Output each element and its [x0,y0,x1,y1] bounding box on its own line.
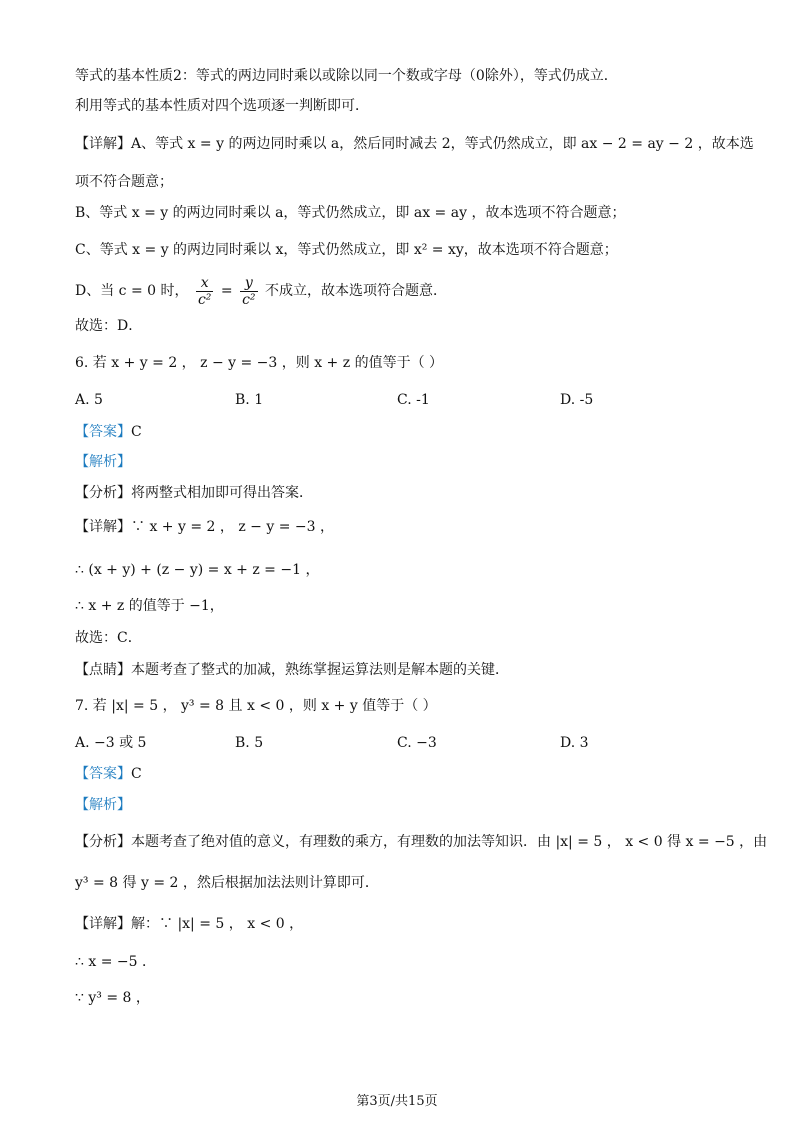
text-segment: 解：∵ |x| = 5 ， x < 0 ， [131,916,304,932]
fraction-denominator: c² [197,291,212,308]
fraction [196,275,213,308]
analysis-tag: 【解析】 [75,797,131,813]
text-line: ∵ y³ = 8 ， [75,990,150,1006]
text-line: 项不符合题意； [75,174,173,190]
text-line: 利用等式的基本性质对四个选项逐一判断即可． [75,98,369,114]
text-line: 【详解】A、等式 x = y 的两边同时乘以 a，然后同时减去 2，等式仍然成立，即 ax − 2 = ay − 2 ，故本选 [75,136,754,152]
answer-line [75,764,142,784]
text-segment: ∵ x + y = 2 ， z − y = −3 ， [131,519,334,535]
text-line [75,914,303,934]
text-segment: 将两整式相加即可得出答案． [131,485,313,501]
text-line [75,660,509,680]
text-line: 故选：C． [75,630,142,646]
answer-line [75,422,142,442]
option-d: D. 3 [560,735,589,751]
text-segment: 不成立，故本选项符合题意． [264,283,447,299]
section-tag: 【分析】 [75,834,131,850]
section-tag: 【详解】 [75,916,131,932]
question-6: 6. 若 x + y = 2 ， z − y = −3 ，则 x + z 的值等于（ ） [75,355,444,371]
question-7: 7. 若 |x| = 5 ， y³ = 8 且 x < 0 ，则 x + y 值等于（ ） [75,698,437,714]
option-c: C. -1 [397,392,430,408]
text-segment: 本题考查了整式的加减，熟练掌握运算法则是解本题的关键． [131,662,509,678]
text-line: ∴ x = −5 ． [75,954,156,970]
option-d: D. -5 [560,392,594,408]
text-line: ∴ (x + y) + (z − y) = x + z = −1 ， [75,562,320,578]
equals-sign: = [220,283,233,299]
text-line [75,517,334,537]
answer-value: C [131,424,142,440]
section-tag: 【详解】 [75,519,131,535]
option-c: C. −3 [397,735,437,751]
fraction-denominator: c² [242,291,256,308]
text-line: y³ = 8 得 y = 2 ，然后根据加法法则计算即可． [75,875,379,891]
fraction-numerator: y [240,275,257,292]
text-line [75,483,313,503]
answer-tag: 【答案】 [75,424,131,440]
page-footer: 第3页/共15页 [356,1094,438,1109]
text-segment: 本题考查了绝对值的意义，有理数的乘方，有理数的加法等知识．由 |x| = 5 ， x < 0 得 x = −5 ，由 [131,834,768,850]
text-line [75,832,767,852]
analysis-tag: 【解析】 [75,454,131,470]
section-tag: 【分析】 [75,485,131,501]
text-line: C、等式 x = y 的两边同时乘以 x，等式仍然成立，即 x² = xy，故本选项不符合题意； [75,242,618,258]
answer-tag: 【答案】 [75,766,131,782]
option-a: A. −3 或 5 [75,735,147,751]
answer-value: C [131,766,142,782]
text-line: 故选：D． [75,318,143,334]
option-a: A. 5 [75,392,103,408]
text-line: B、等式 x = y 的两边同时乘以 a，等式仍然成立，即 ax = ay ，故本选项不符合题意； [75,205,626,221]
fraction [240,275,257,308]
option-b: B. 1 [235,392,264,408]
text-segment: D、当 c = 0 时， [75,283,189,299]
fraction-numerator: x [196,275,213,292]
section-tag: 【点睛】 [75,662,131,678]
option-b: B. 5 [235,735,264,751]
text-line: 等式的基本性质2：等式的两边同时乘以或除以同一个数或字母（0除外），等式仍成立． [75,68,618,84]
text-line-fraction [75,274,447,308]
text-line: ∴ x + z 的值等于 −1， [75,598,224,614]
